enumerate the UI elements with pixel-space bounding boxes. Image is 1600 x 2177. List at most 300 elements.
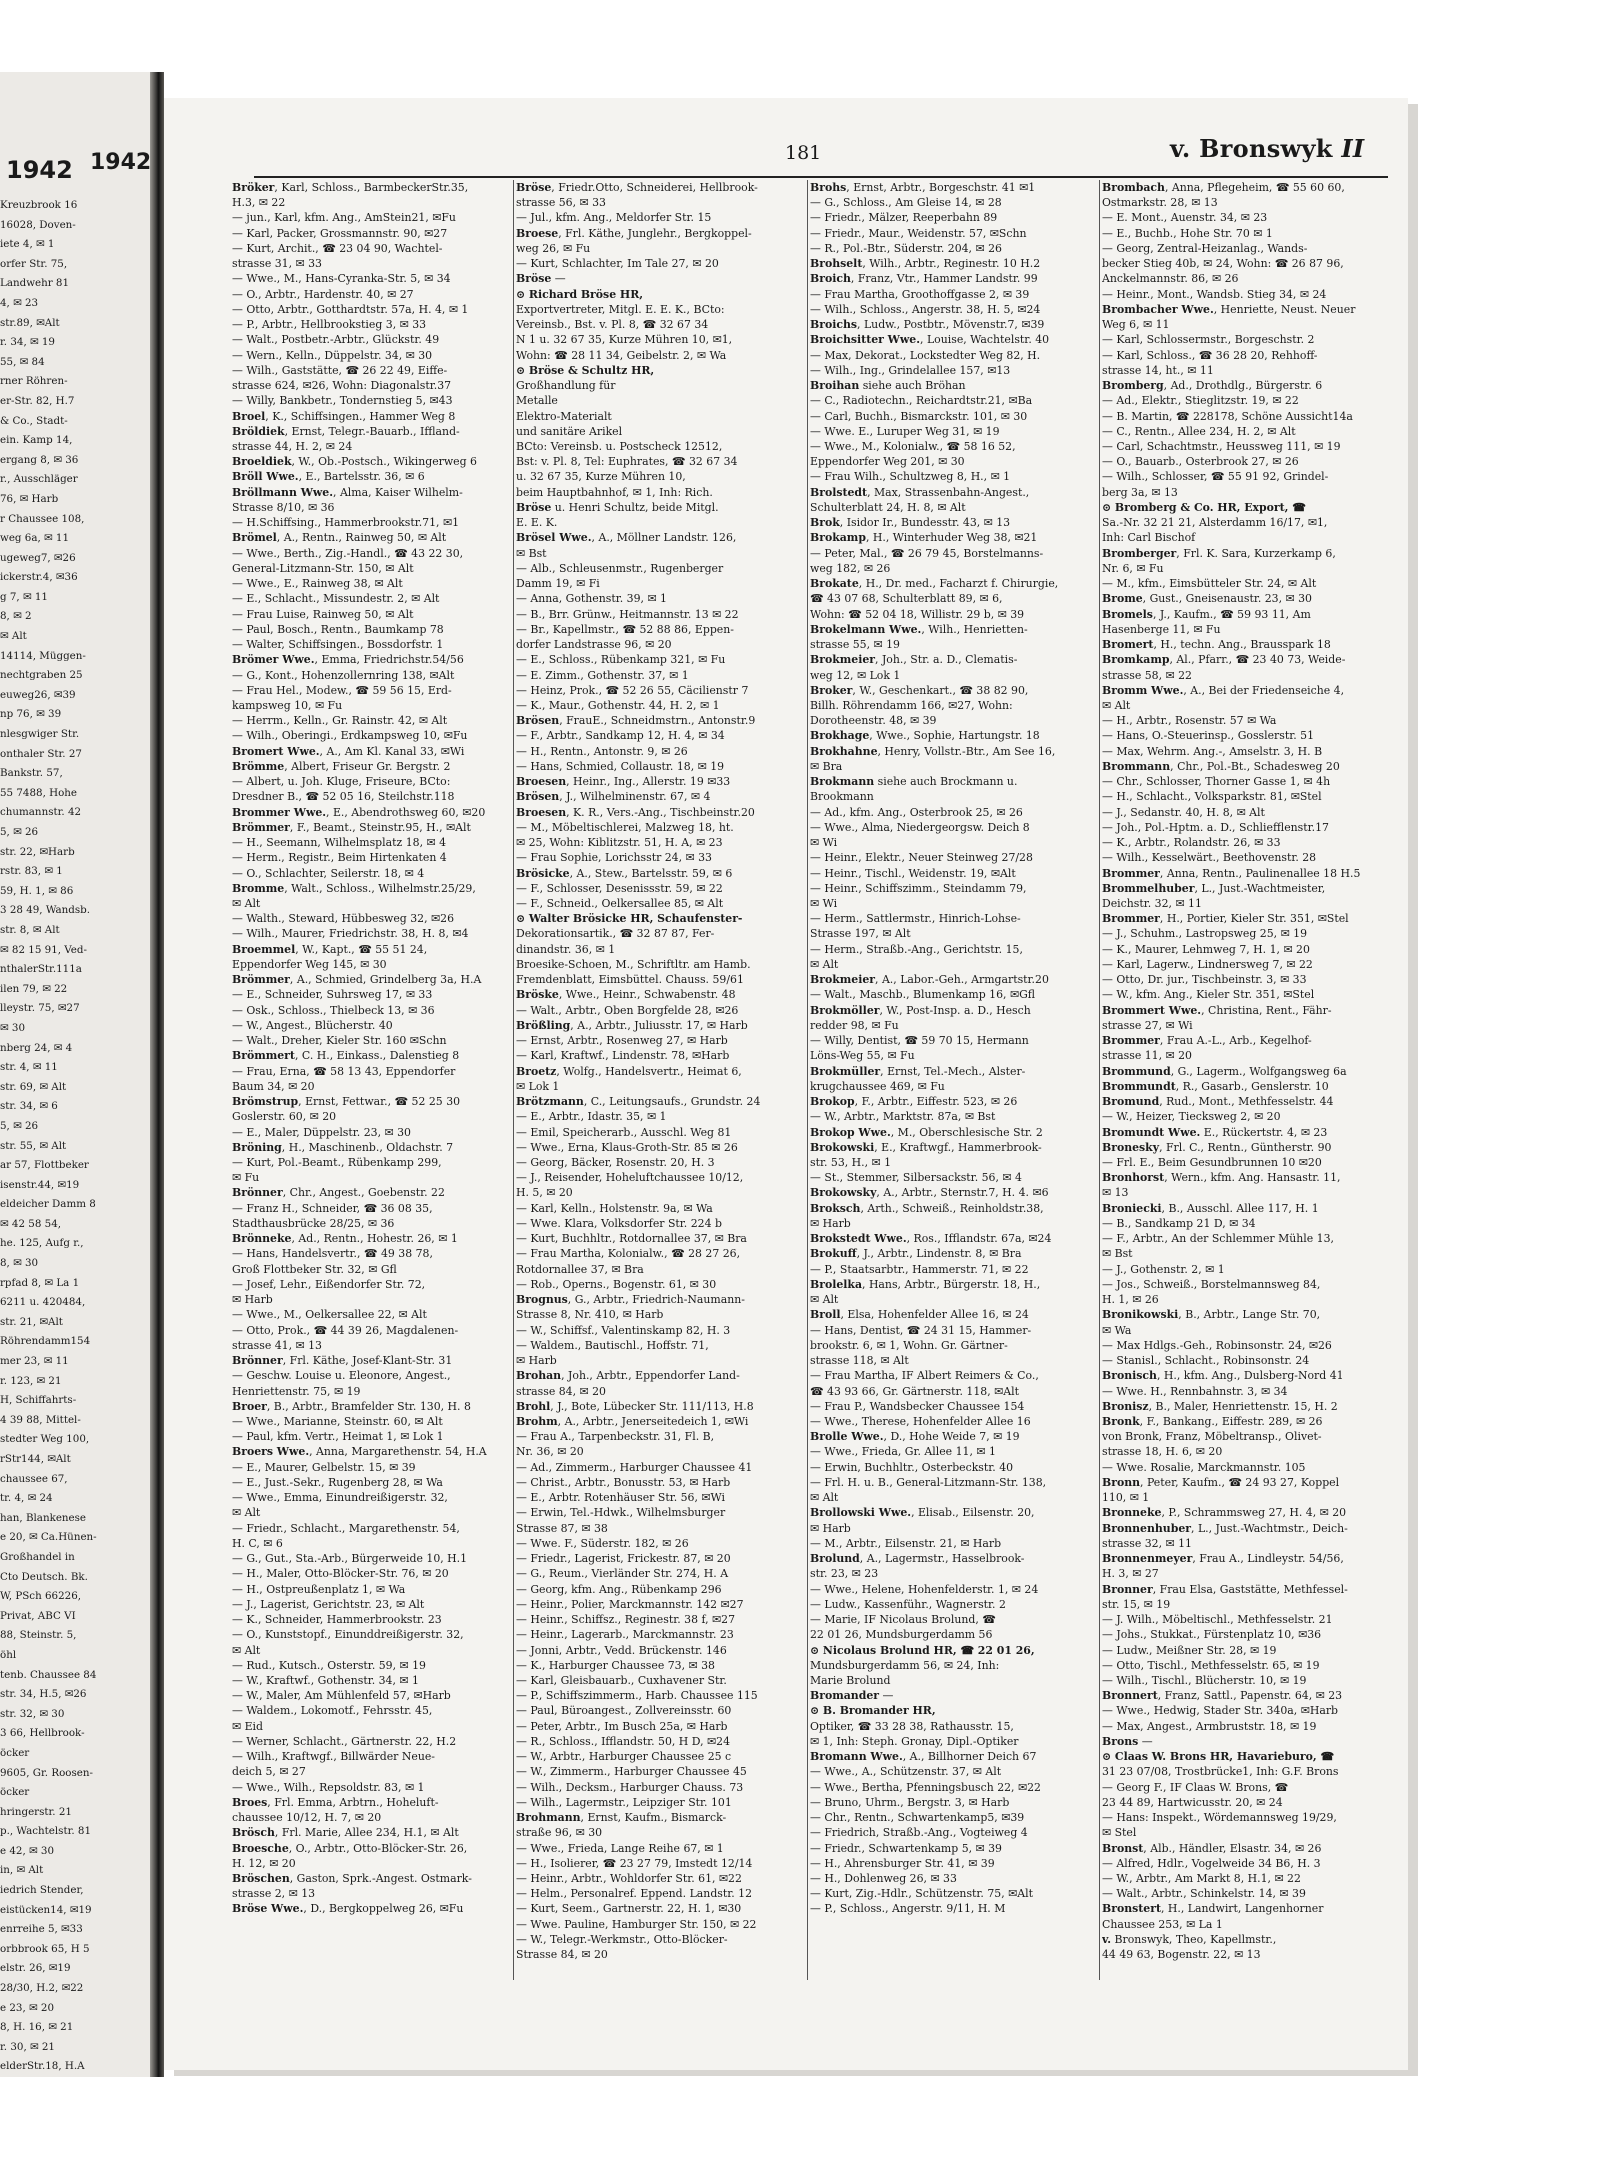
directory-entry-line: Brömmer, A., Schmied, Grindelberg 3a, H.A xyxy=(232,973,482,987)
directory-entry-line: brookstr. 6, ✉ 1, Wohn. Gr. Gärtner- xyxy=(810,1338,1008,1352)
directory-entry-line: — Ad., Zimmerm., Harburger Chaussee 41 xyxy=(516,1460,753,1474)
column-divider xyxy=(807,180,808,1980)
directory-entry-line: Brönneke, Ad., Rentn., Hohestr. 26, ✉ 1 xyxy=(232,1232,458,1246)
directory-entry-line: — J., Lagerist, Gerichtstr. 23, ✉ Alt xyxy=(232,1597,425,1611)
directory-entry-line: Dekorationsartik., ☎ 32 87 87, Fer- xyxy=(516,927,715,941)
running-head-name: v. Bronswyk xyxy=(1170,134,1333,163)
directory-entry-line: — F., Schlosser, Desenissstr. 59, ✉ 22 xyxy=(516,881,723,895)
directory-entry-line: — Kurt, Seem., Gartnerstr. 22, H. 1, ✉30 xyxy=(516,1902,742,1916)
directory-entry-line: — Walt., Arbtr., Oben Borgfelde 28, ✉26 xyxy=(516,1003,739,1017)
directory-entry-line: — Hans, Schmied, Collaustr. 18, ✉ 19 xyxy=(516,759,725,773)
directory-entry-line: str. 53, H., ✉ 1 xyxy=(810,1156,892,1169)
directory-entry-line: — Heinr., Lagerarb., Marckmannstr. 23 xyxy=(516,1628,734,1642)
directory-entry-line: — Frau Luise, Rainweg 50, ✉ Alt xyxy=(232,607,414,621)
directory-entry-line: — Walth., Steward, Hübbesweg 32, ✉26 xyxy=(232,912,455,926)
directory-entry-line: weg 12, ✉ Lok 1 xyxy=(810,668,901,682)
directory-entry-line: — E., Schlacht., Missundestr. 2, ✉ Alt xyxy=(232,592,440,606)
directory-entry-line: — O., Arbtr., Hardenstr. 40, ✉ 27 xyxy=(232,287,414,301)
directory-entry-line: — Chr., Rentn., Schwartenkamp5, ✉39 xyxy=(810,1811,1025,1825)
entry-headword: Broichsitter Wwe. xyxy=(810,333,921,347)
directory-entry-line: — B. Martin, ☎ 228178, Schöne Aussicht14a xyxy=(1102,409,1353,423)
directory-entry-line: dorfer Landstrasse 96, ✉ 20 xyxy=(516,638,672,652)
directory-column-2 xyxy=(516,180,804,1980)
directory-entry-line: Bst: v. Pl. 8, Tel: Euphrates, ☎ 32 67 34 xyxy=(516,455,738,469)
directory-entry-line: strasse 84, ✉ 20 xyxy=(516,1384,606,1398)
directory-entry-line: — Carl, Schachtmstr., Heussweg 111, ✉ 19 xyxy=(1102,439,1341,453)
directory-entry-line: Dresdner B., ☎ 52 05 16, Steilchstr.118 xyxy=(232,790,455,804)
entry-headword: Brommer xyxy=(1102,912,1160,926)
directory-entry-line: Broeldiek, W., Ob.-Postsch., Wikingerweg 6 xyxy=(232,455,477,469)
directory-entry-line: ✉ 1, Inh: Steph. Gronay, Dipl.-Optiker xyxy=(810,1734,1019,1748)
directory-entry-line: ✉ Wi xyxy=(810,897,838,911)
directory-entry-line: — Bruno, Uhrm., Bergstr. 3, ✉ Harb xyxy=(810,1795,1010,1809)
directory-entry-line: 23 44 89, Hartwicusstr. 20, ✉ 24 xyxy=(1102,1795,1283,1809)
directory-entry-line: — jun., Karl, kfm. Ang., AmStein21, ✉Fu xyxy=(232,211,456,225)
directory-entry-line: strasse 11, ✉ 20 xyxy=(1102,1049,1192,1063)
entry-headword: Brokamp xyxy=(810,531,866,545)
directory-entry-line: — Franz H., Schneider, ☎ 36 08 35, xyxy=(232,1201,433,1215)
left-page-line: rner Röhren- xyxy=(0,375,68,388)
directory-entry-line: — E., Schneider, Suhrsweg 17, ✉ 33 xyxy=(232,988,433,1002)
left-page-line: iedrich Stender, xyxy=(0,1884,84,1897)
directory-entry-line: — Waldem., Lokomotf., Fehrsstr. 45, xyxy=(232,1704,433,1718)
directory-entry-line: Billh. Röhrendamm 166, ✉27, Wohn: xyxy=(810,698,1013,712)
directory-entry-line: — Wwe. F., Süderstr. 182, ✉ 26 xyxy=(516,1536,689,1550)
directory-entry-line: — J., Reisender, Hoheluftchaussee 10/12, xyxy=(516,1171,744,1185)
directory-entry-line: — Karl, Schlossermstr., Borgeschstr. 2 xyxy=(1102,333,1315,347)
directory-entry-line: strasse 2, ✉ 13 xyxy=(232,1887,316,1901)
directory-entry-line: Brolund, A., Lagermstr., Hasselbrook- xyxy=(810,1552,1025,1566)
directory-entry-line: — Friedr., Lagerist, Frickestr. 87, ✉ 20 xyxy=(516,1552,731,1566)
directory-entry-line: Rotdornallee 37, ✉ Bra xyxy=(516,1262,644,1276)
directory-entry-line: — Wilh., Kesselwärt., Beethovenstr. 28 xyxy=(1102,851,1317,865)
directory-entry-line: Wohn: ☎ 52 04 18, Willistr. 29 b, ✉ 39 xyxy=(810,607,1025,621)
directory-entry-line: — E., Arbtr. Rotenhäuser Str. 56, ✉Wi xyxy=(516,1491,726,1505)
left-page-line: r. 34, ✉ 19 xyxy=(0,336,55,349)
directory-entry-line: Brömstrup, Ernst, Fettwar., ☎ 52 25 30 xyxy=(232,1095,461,1109)
directory-entry-line: Schulterblatt 24, H. 8, ✉ Alt xyxy=(810,500,966,514)
left-page-line: rStr144, ✉Alt xyxy=(0,1453,71,1465)
left-page-line: er-Str. 82, H.7 xyxy=(0,394,75,407)
entry-headword: Broetz xyxy=(516,1064,557,1078)
directory-entry-line: — Friedr., Schwartenkamp 5, ✉ 39 xyxy=(810,1841,1002,1855)
directory-entry-line: — Geschw. Louise u. Eleonore, Angest., xyxy=(232,1369,451,1383)
directory-entry-line: — St., Stemmer, Silbersackstr. 56, ✉ 4 xyxy=(810,1171,1022,1185)
directory-entry-line: strasse 55, ✉ 19 xyxy=(810,638,900,652)
directory-entry-line: — Wwe., E., Rainweg 38, ✉ Alt xyxy=(232,577,403,591)
entry-headword: Bronner xyxy=(1102,1582,1153,1596)
left-page-line: str. 21, ✉Alt xyxy=(0,1315,63,1328)
directory-entry-line: — Ad., Elektr., Stieglitzstr. 19, ✉ 22 xyxy=(1102,394,1299,408)
directory-entry-line: General-Litzmann-Str. 150, ✉ Alt xyxy=(232,561,414,575)
entry-headword: Brömer Wwe. xyxy=(232,653,315,667)
directory-entry-line: ✉ Lok 1 xyxy=(516,1079,560,1093)
directory-entry-line: — Herrm., Kelln., Gr. Rainstr. 42, ✉ Alt xyxy=(232,714,448,728)
entry-headword: Bromberger xyxy=(1102,546,1177,560)
directory-entry-line: — Frau Hel., Modew., ☎ 59 56 15, Erd- xyxy=(232,683,452,697)
directory-entry-line: — W., Heizer, Tiecksweg 2, ✉ 20 xyxy=(1102,1110,1281,1124)
directory-entry-line: Bromm Wwe., A., Bei der Friedenseiche 4, xyxy=(1102,683,1345,697)
directory-entry-line: — Hans, Dentist, ☎ 24 31 15, Hammer- xyxy=(810,1323,1032,1337)
directory-entry-line: Brok, Isidor Ir., Bundesstr. 43, ✉ 13 xyxy=(810,516,1011,530)
directory-entry-line: — Wwe., Helene, Hohenfelderstr. 1, ✉ 24 xyxy=(810,1582,1039,1596)
directory-entry-line: Eppendorfer Weg 201, ✉ 30 xyxy=(810,455,965,469)
entry-headword: Brok xyxy=(810,516,840,530)
directory-entry-line: — J., Schuhm., Lastropsweg 25, ✉ 19 xyxy=(1102,927,1308,941)
directory-entry-line: — Joh., Pol.-Hptm. a. D., Schliefflenstr.17 xyxy=(1102,820,1329,834)
directory-entry-line: Broniecki, B., Ausschl. Allee 117, H. 1 xyxy=(1102,1201,1319,1215)
directory-entry-line: — Walt., Dreher, Kieler Str. 160 ✉Schn xyxy=(232,1034,447,1048)
directory-entry-line: ✉ Stel xyxy=(1102,1826,1137,1840)
directory-entry-line: — G., Schloss., Am Gleise 14, ✉ 28 xyxy=(810,196,1002,210)
directory-entry-line: — E. Zimm., Gothenstr. 37, ✉ 1 xyxy=(516,668,689,682)
entry-headword: Bronn xyxy=(1102,1475,1141,1489)
directory-entry-line: Dorotheenstr. 48, ✉ 39 xyxy=(810,714,937,728)
directory-entry-line: Brokstedt Wwe., Ros., Ifflandstr. 67a, ✉24 xyxy=(810,1232,1052,1246)
entry-headword: Bronisz xyxy=(1102,1399,1149,1413)
entry-headword: Broeldiek xyxy=(232,455,292,469)
entry-headword: Bromann Wwe. xyxy=(810,1750,903,1764)
entry-headword: Bröllmann Wwe. xyxy=(232,485,334,499)
left-page-line: nlesgwiger Str. xyxy=(0,728,80,741)
directory-entry-line: — Heinr., Polier, Marckmannstr. 142 ✉27 xyxy=(516,1597,744,1611)
column-divider xyxy=(513,180,514,1980)
entry-headword: Brommer Wwe. xyxy=(232,805,327,819)
directory-entry-line: — P., Arbtr., Hellbrookstieg 3, ✉ 33 xyxy=(232,318,427,332)
left-page-line: Röhrendamm154 xyxy=(0,1335,91,1348)
directory-entry-line: Goslerstr. 60, ✉ 20 xyxy=(232,1110,337,1124)
directory-entry-line: Bronstert, H., Landwirt, Langenhorner xyxy=(1102,1902,1324,1916)
left-page-line: orfer Str. 75, xyxy=(0,257,68,270)
directory-entry-line: — Frau Martha, Kolonialw., ☎ 28 27 26, xyxy=(516,1247,741,1261)
entry-headword: Brömmert xyxy=(232,1049,295,1063)
directory-entry-line: strasse 14, ht., ✉ 11 xyxy=(1102,363,1214,377)
directory-entry-line: Brömel, A., Rentn., Rainweg 50, ✉ Alt xyxy=(232,531,447,545)
entry-headword: Brönner xyxy=(232,1186,283,1200)
directory-entry-line: — H., Seemann, Wilhelmsplatz 18, ✉ 4 xyxy=(232,836,447,850)
directory-entry-line: Brösicke, A., Stew., Bartelsstr. 59, ✉ 6 xyxy=(516,866,733,880)
directory-entry-line: — Walt., Postbetr.-Arbtr., Glückstr. 49 xyxy=(232,333,440,347)
directory-entry-line: — C., Rentn., Allee 234, H. 2, ✉ Alt xyxy=(1102,424,1296,438)
entry-headword: Bromundt Wwe. xyxy=(1102,1125,1201,1139)
directory-entry-line: — W., kfm. Ang., Kieler Str. 351, ✉Stel xyxy=(1102,988,1315,1002)
entry-headword: Brohl xyxy=(516,1399,551,1413)
directory-entry-line: strasse 624, ✉26, Wohn: Diagonalstr.37 xyxy=(232,379,452,393)
directory-entry-line: Brömme, Albert, Friseur Gr. Bergstr. 2 xyxy=(232,759,451,773)
entry-headword: Brokowsky xyxy=(810,1186,877,1200)
directory-entry-line: — Karl, Schloss., ☎ 36 28 20, Rehhoff- xyxy=(1102,348,1318,362)
left-page-line: in, ✉ Alt xyxy=(0,1864,44,1877)
directory-entry-line: — Max, Angest., Armbruststr. 18, ✉ 19 xyxy=(1102,1719,1317,1733)
directory-column-4 xyxy=(1102,180,1394,1980)
directory-entry-line: Nr. 6, ✉ Fu xyxy=(1102,561,1164,575)
directory-entry-line: — B., Brr. Grünw., Heitmannstr. 13 ✉ 22 xyxy=(516,607,739,621)
left-page-line: öcker xyxy=(0,1786,30,1799)
directory-entry-line: Bröker, Karl, Schloss., BarmbeckerStr.35, xyxy=(232,181,469,194)
directory-entry-line: — E., Maurer, Gelbelstr. 15, ✉ 39 xyxy=(232,1460,416,1474)
entry-headword: Brommer xyxy=(1102,1034,1160,1048)
left-page-line: öhl xyxy=(0,1648,17,1661)
directory-entry-line: — Ludw., Meißner Str. 28, ✉ 19 xyxy=(1102,1643,1277,1657)
left-page-line: & Co., Stadt- xyxy=(0,414,68,427)
directory-entry-line: Bromert, H., techn. Ang., Brausspark 18 xyxy=(1102,638,1331,652)
entry-headword: Bröse Wwe. xyxy=(232,1902,304,1916)
directory-entry-line: — Frl. H. u. B., General-Litzmann-Str. 138, xyxy=(810,1475,1047,1489)
directory-entry-line: Broksch, Arth., Schweiß., Reinholdstr.38, xyxy=(810,1201,1044,1215)
directory-entry-line: — Kurt, Schlachter, Im Tale 27, ✉ 20 xyxy=(516,257,719,271)
directory-entry-line: Brokamp, H., Winterhuder Weg 38, ✉21 xyxy=(810,531,1038,545)
directory-entry-line: — Marie, IF Nicolaus Brolund, ☎ xyxy=(810,1613,996,1627)
directory-entry-line: — Hans, O.-Steuerinsp., Gosslerstr. 51 xyxy=(1102,729,1315,743)
directory-entry-line: Brolelka, Hans, Arbtr., Bürgerstr. 18, H., xyxy=(810,1277,1041,1291)
entry-headword: Bromberg xyxy=(1102,379,1164,393)
directory-entry-line: Chaussee 253, ✉ La 1 xyxy=(1102,1917,1223,1931)
directory-entry-line: ⊙ Bromberg & Co. HR, Export, ☎ xyxy=(1102,500,1306,514)
entry-headword: Brolle Wwe. xyxy=(810,1430,884,1444)
directory-entry-line: Löns-Weg 55, ✉ Fu xyxy=(810,1049,915,1063)
left-page-line: 8, H. 16, ✉ 21 xyxy=(0,2021,74,2034)
directory-entry-line: — Herm., Straßb.-Ang., Gerichtstr. 15, xyxy=(810,942,1023,956)
directory-entry-line: Nr. 36, ✉ 20 xyxy=(516,1445,584,1459)
entry-headword: Brokmeier xyxy=(810,653,876,667)
directory-entry-line: Brognus, G., Arbtr., Friedrich-Naumann- xyxy=(516,1293,745,1307)
directory-entry-line: — Wilh., Decksm., Harburger Chauss. 73 xyxy=(516,1780,744,1794)
left-page-line: 8, ✉ 2 xyxy=(0,610,32,623)
entry-headword: Brokhahne xyxy=(810,744,878,758)
directory-entry-line: Bromberg, Ad., Drothdlg., Bürgerstr. 6 xyxy=(1102,379,1323,393)
left-page-line: tenb. Chaussee 84 xyxy=(0,1668,97,1681)
left-page-line: ugeweg7, ✉26 xyxy=(0,551,76,564)
directory-entry-line: von Bronk, Franz, Möbeltransp., Olivet- xyxy=(1102,1430,1322,1444)
entry-headword: Bröse xyxy=(516,500,552,514)
entry-headword: Brönneke xyxy=(232,1232,292,1246)
left-page-line: hringerstr. 21 xyxy=(0,1805,72,1818)
directory-entry-line: — M., kfm., Eimsbütteler Str. 24, ✉ Alt xyxy=(1102,577,1317,591)
directory-entry-line: — Karl, Gleisbauarb., Cuxhavener Str. xyxy=(516,1673,727,1687)
directory-entry-line: — Anna, Gothenstr. 39, ✉ 1 xyxy=(516,592,667,606)
directory-entry-line: kampsweg 10, ✉ Fu xyxy=(232,698,343,712)
directory-entry-line: — Osk., Schloss., Thielbeck 13, ✉ 36 xyxy=(232,1003,435,1017)
directory-entry-line: strasse 18, H. 6, ✉ 20 xyxy=(1102,1445,1223,1459)
directory-entry-line: — Friedr., Schlacht., Margarethenstr. 54, xyxy=(232,1521,460,1535)
left-page-line: eldeicher Damm 8 xyxy=(0,1198,96,1211)
entry-headword: Brösicke xyxy=(516,866,570,880)
directory-entry-line: — Jul., kfm. Ang., Meldorfer Str. 15 xyxy=(516,211,712,225)
entry-headword: Brösel Wwe. xyxy=(516,531,592,545)
directory-entry-line: Bronnenmeyer, Frau A., Lindleystr. 54/56, xyxy=(1102,1552,1344,1566)
entry-headword: Brömme xyxy=(232,759,285,773)
entry-headword: Brohselt xyxy=(810,257,863,271)
directory-entry-line: Brons — xyxy=(1102,1734,1153,1748)
entry-headword: Broniecki xyxy=(1102,1201,1162,1215)
directory-entry-line: Brommer, H., Portier, Kieler Str. 351, ✉Stel xyxy=(1102,912,1349,926)
directory-entry-line: — Ernst, Arbtr., Rosenweg 27, ✉ Harb xyxy=(516,1034,728,1048)
directory-entry-line: Brolle Wwe., D., Hohe Weide 7, ✉ 19 xyxy=(810,1430,1020,1444)
directory-entry-line: ⊙ Claas W. Brons HR, Havarieburo, ☎ xyxy=(1102,1750,1335,1764)
left-page-line: orbbrook 65, H 5 xyxy=(0,1942,90,1955)
left-page-line: e 23, ✉ 20 xyxy=(0,2001,55,2014)
left-page-line: mer 23, ✉ 11 xyxy=(0,1355,69,1368)
entry-headword: Brösen xyxy=(516,790,560,804)
entry-headword: Brokowski xyxy=(810,1140,875,1154)
left-page-line: 8, ✉ 30 xyxy=(0,1257,39,1270)
directory-entry-line: — Wwe. Pauline, Hamburger Str. 150, ✉ 22 xyxy=(516,1917,757,1931)
left-page-line: eistücken14, ✉19 xyxy=(0,1903,92,1916)
directory-entry-line: Bromundt Wwe. E., Rückertstr. 4, ✉ 23 xyxy=(1102,1125,1328,1139)
directory-entry-line: — Otto, Dr. jur., Tischbeinstr. 3, ✉ 33 xyxy=(1102,973,1307,987)
left-page-line: elstr. 26, ✉19 xyxy=(0,1962,71,1975)
directory-entry-line: — H., Rentn., Antonstr. 9, ✉ 26 xyxy=(516,744,688,758)
directory-entry-line: Broes, Frl. Emma, Arbtrn., Hoheluft- xyxy=(232,1795,439,1809)
directory-entry-line: Broesen, Heinr., Ing., Allerstr. 19 ✉33 xyxy=(516,775,731,789)
directory-entry-line: — Georg F., IF Claas W. Brons, ☎ xyxy=(1102,1780,1289,1794)
directory-entry-line: Brohan, Joh., Arbtr., Eppendorfer Land- xyxy=(516,1369,740,1383)
directory-entry-line: Marie Brolund xyxy=(810,1673,891,1687)
left-page-fragment xyxy=(0,72,150,2077)
left-page-line: r., Ausschläger xyxy=(0,473,78,486)
left-page-line: enrreihe 5, ✉33 xyxy=(0,1923,83,1936)
directory-entry-line: v. Bronswyk, Theo, Kapellmstr., xyxy=(1102,1932,1277,1946)
entry-headword: Brolstedt xyxy=(810,485,868,499)
directory-entry-line: Brohm, A., Arbtr., Jenerseitedeich 1, ✉Wi xyxy=(516,1414,749,1428)
left-page-line: ✉ 42 58 54, xyxy=(0,1217,62,1230)
directory-entry-line: ✉ Harb xyxy=(810,1216,851,1230)
directory-entry-line: — Otto, Arbtr., Gotthardtstr. 57a, H. 4, ✉ 1 xyxy=(232,302,469,316)
left-page-line: 55 7488, Hohe xyxy=(0,786,78,799)
directory-entry-line: — Hans, Handelsvertr., ☎ 49 38 78, xyxy=(232,1247,433,1261)
directory-entry-line: — Alb., Schleusenmstr., Rugenberger xyxy=(516,561,724,575)
directory-entry-line: Brokate, H., Dr. med., Facharzt f. Chirurgie, xyxy=(810,577,1059,591)
left-page-line: Cto Deutsch. Bk. xyxy=(0,1570,88,1583)
directory-entry-line: — Wwe., Wilh., Repsoldstr. 83, ✉ 1 xyxy=(232,1780,425,1794)
left-page-line: 88, Steinstr. 5, xyxy=(0,1629,77,1642)
directory-entry-line: Bronner, Frau Elsa, Gaststätte, Methfessel- xyxy=(1102,1582,1348,1596)
directory-entry-line: — Wwe., M., Hans-Cyranka-Str. 5, ✉ 34 xyxy=(232,272,451,286)
directory-entry-line: — Otto, Tischl., Methfesselstr. 65, ✉ 19 xyxy=(1102,1658,1320,1672)
directory-entry-line: — W., Arbtr., Am Markt 8, H.1, ✉ 22 xyxy=(1102,1872,1301,1886)
directory-entry-line: — Herm., Registr., Beim Hirtenkaten 4 xyxy=(232,851,447,865)
directory-entry-line: Bröse — xyxy=(516,272,566,286)
directory-entry-line: — E., Maler, Düppelstr. 23, ✉ 30 xyxy=(232,1125,411,1139)
directory-entry-line: Broese, Frl. Käthe, Junglehr., Bergkoppel- xyxy=(516,226,752,240)
directory-entry-line: — Kurt, Zig.-Hdlr., Schützenstr. 75, ✉Alt xyxy=(810,1887,1033,1901)
directory-entry-line: — M., Möbeltischlerei, Malzweg 18, ht. xyxy=(516,820,734,834)
directory-column-1 xyxy=(232,180,510,1980)
directory-entry-line: — Jonni, Arbtr., Vedd. Brückenstr. 146 xyxy=(516,1643,727,1657)
left-page-line: onthaler Str. 27 xyxy=(0,747,82,760)
directory-entry-line: ✉ Wi xyxy=(810,836,838,850)
directory-entry-line: Bromels, J., Kaufm., ☎ 59 93 11, Am xyxy=(1102,607,1311,621)
left-page-line: H, Schiffahrts- xyxy=(0,1394,77,1407)
directory-entry-line: — W., Zimmerm., Harburger Chaussee 45 xyxy=(516,1765,747,1779)
entry-headword: v. xyxy=(1102,1932,1112,1946)
directory-entry-line: ✉ Harb xyxy=(516,1354,557,1368)
directory-entry-line: Bronisch, H., kfm. Ang., Dulsberg-Nord 41 xyxy=(1102,1369,1344,1383)
directory-entry-line: — Frau P., Wandsbecker Chaussee 154 xyxy=(810,1399,1025,1413)
directory-entry-line: — P., Schloss., Angerstr. 9/11, H. M xyxy=(810,1902,1006,1916)
entry-headword: Bröse xyxy=(516,181,552,194)
entry-headword: Bröning xyxy=(232,1140,282,1154)
entry-headword: Bronisch xyxy=(1102,1369,1157,1383)
directory-entry-line: Brohmann, Ernst, Kaufm., Bismarck- xyxy=(516,1811,727,1825)
entry-headword: Brömstrup xyxy=(232,1095,299,1109)
page-year: 1942 xyxy=(90,150,152,175)
entry-headword: Bronhorst xyxy=(1102,1171,1165,1185)
left-page-line: 9605, Gr. Roosen- xyxy=(0,1766,93,1779)
directory-entry-line: Bröse u. Henri Schultz, beide Mitgl. xyxy=(516,500,719,514)
directory-entry-line: — E., Arbtr., Idastr. 35, ✉ 1 xyxy=(516,1110,667,1124)
entry-headword: Bröske xyxy=(516,988,559,1002)
directory-entry-line: — Heinr., Arbtr., Wohldorfer Str. 61, ✉22 xyxy=(516,1872,742,1886)
directory-entry-line: — Heinr., Mont., Wandsb. Stieg 34, ✉ 24 xyxy=(1102,287,1327,301)
directory-entry-line: — Heinr., Tischl., Weidenstr. 19, ✉Alt xyxy=(810,866,1016,880)
directory-entry-line: ⊙ B. Bromander HR, xyxy=(810,1704,936,1718)
directory-entry-line: — W., Telegr.-Werkmstr., Otto-Blöcker- xyxy=(516,1932,728,1946)
directory-entry-line: Henriettenstr. 75, ✉ 19 xyxy=(232,1384,361,1398)
directory-entry-line: Bromert Wwe., A., Am Kl. Kanal 33, ✉Wi xyxy=(232,744,465,758)
directory-entry-line: Brokmüller, Ernst, Tel.-Mech., Alster- xyxy=(810,1064,1026,1078)
directory-entry-line: Brömmer, F., Beamt., Steinstr.95, H., ✉Alt xyxy=(232,820,471,834)
directory-entry-line: — Frau Martha, IF Albert Reimers & Co., xyxy=(810,1369,1039,1383)
directory-entry-line: strasse 44, H. 2, ✉ 24 xyxy=(232,439,353,453)
directory-entry-line: — Wwe. E., Luruper Weg 31, ✉ 19 xyxy=(810,424,1000,438)
entry-headword: Brokstedt Wwe. xyxy=(810,1232,907,1246)
directory-entry-line: E. E. K. xyxy=(516,516,558,530)
directory-entry-line: Bröse, Friedr.Otto, Schneiderei, Hellbrook- xyxy=(516,181,758,194)
entry-headword: Brommundt xyxy=(1102,1079,1176,1093)
directory-entry-line: ✉ Alt xyxy=(810,1293,839,1307)
directory-entry-line: N 1 u. 32 67 35, Kurze Mühren 10, ✉1, xyxy=(516,333,733,347)
directory-entry-line: — Waldem., Bautischl., Hoffstr. 71, xyxy=(516,1338,709,1352)
directory-entry-line: ✉ Alt xyxy=(232,897,261,911)
directory-entry-line: — Willy, Bankbetr., Tondernstieg 5, ✉43 xyxy=(232,394,453,408)
directory-entry-line: strasse 32, ✉ 11 xyxy=(1102,1536,1192,1550)
directory-entry-line: — P., Schiffszimmerm., Harb. Chaussee 115 xyxy=(516,1689,758,1703)
directory-entry-line: — Paul, Bosch., Rentn., Baumkamp 78 xyxy=(232,622,444,636)
entry-headword: Brohm xyxy=(516,1414,558,1428)
left-page-line: rpfad 8, ✉ La 1 xyxy=(0,1276,80,1289)
directory-entry-line: — Jos., Schweiß., Borstelmannsweg 84, xyxy=(1102,1277,1321,1291)
directory-entry-line: Brösen, FrauE., Schneidmstrn., Antonstr.9 xyxy=(516,714,756,728)
directory-entry-line: — Erwin, Tel.-Hdwk., Wilhelmsburger xyxy=(516,1506,726,1520)
entry-headword: Broes xyxy=(232,1795,268,1809)
directory-entry-line: Brohselt, Wilh., Arbtr., Reginestr. 10 H.2 xyxy=(810,257,1041,271)
directory-entry-line: — Helm., Personalref. Eppend. Landstr. 12 xyxy=(516,1887,753,1901)
directory-entry-line: Broesche, O., Arbtr., Otto-Blöcker-Str. 26, xyxy=(232,1841,468,1855)
directory-entry-line: — Wilh., Ing., Grindelallee 157, ✉13 xyxy=(810,363,1011,377)
entry-headword: Brommert Wwe. xyxy=(1102,1003,1202,1017)
entry-headword: Broesen xyxy=(516,805,567,819)
running-head xyxy=(1170,134,1364,163)
left-page-line: öcker xyxy=(0,1746,30,1759)
directory-entry-line: — O., Bauarb., Osterbrook 27, ✉ 26 xyxy=(1102,455,1299,469)
left-page-line: str. 69, ✉ Alt xyxy=(0,1080,67,1093)
directory-entry-line: Inh: Carl Bischof xyxy=(1102,531,1196,545)
directory-entry-line: — Werner, Schlacht., Gärtnerstr. 22, H.2 xyxy=(232,1734,457,1748)
directory-entry-line: ✉ Bst xyxy=(516,546,547,560)
directory-entry-line: — Wilh., Gaststätte, ☎ 26 22 49, Eiffe- xyxy=(232,363,448,377)
directory-entry-line: — Peter, Mal., ☎ 26 79 45, Borstelmanns- xyxy=(810,546,1044,560)
entry-headword: Brohan xyxy=(516,1369,562,1383)
entry-headword: Broichs xyxy=(810,318,858,332)
directory-entry-line: ✉ Alt xyxy=(810,957,839,971)
directory-entry-line: Elektro-Materialt xyxy=(516,409,612,423)
directory-entry-line: — Herm., Sattlermstr., Hinrich-Lohse- xyxy=(810,912,1021,926)
directory-entry-line: Brokuff, J., Arbtr., Lindenstr. 8, ✉ Bra xyxy=(810,1247,1022,1261)
left-page-line: 6211 u. 420484, xyxy=(0,1296,86,1309)
directory-entry-line: — R., Schloss., Ifflandstr. 50, H D, ✉24 xyxy=(516,1734,731,1748)
directory-entry-line: Brome, Gust., Gneisenaustr. 23, ✉ 30 xyxy=(1102,592,1312,606)
